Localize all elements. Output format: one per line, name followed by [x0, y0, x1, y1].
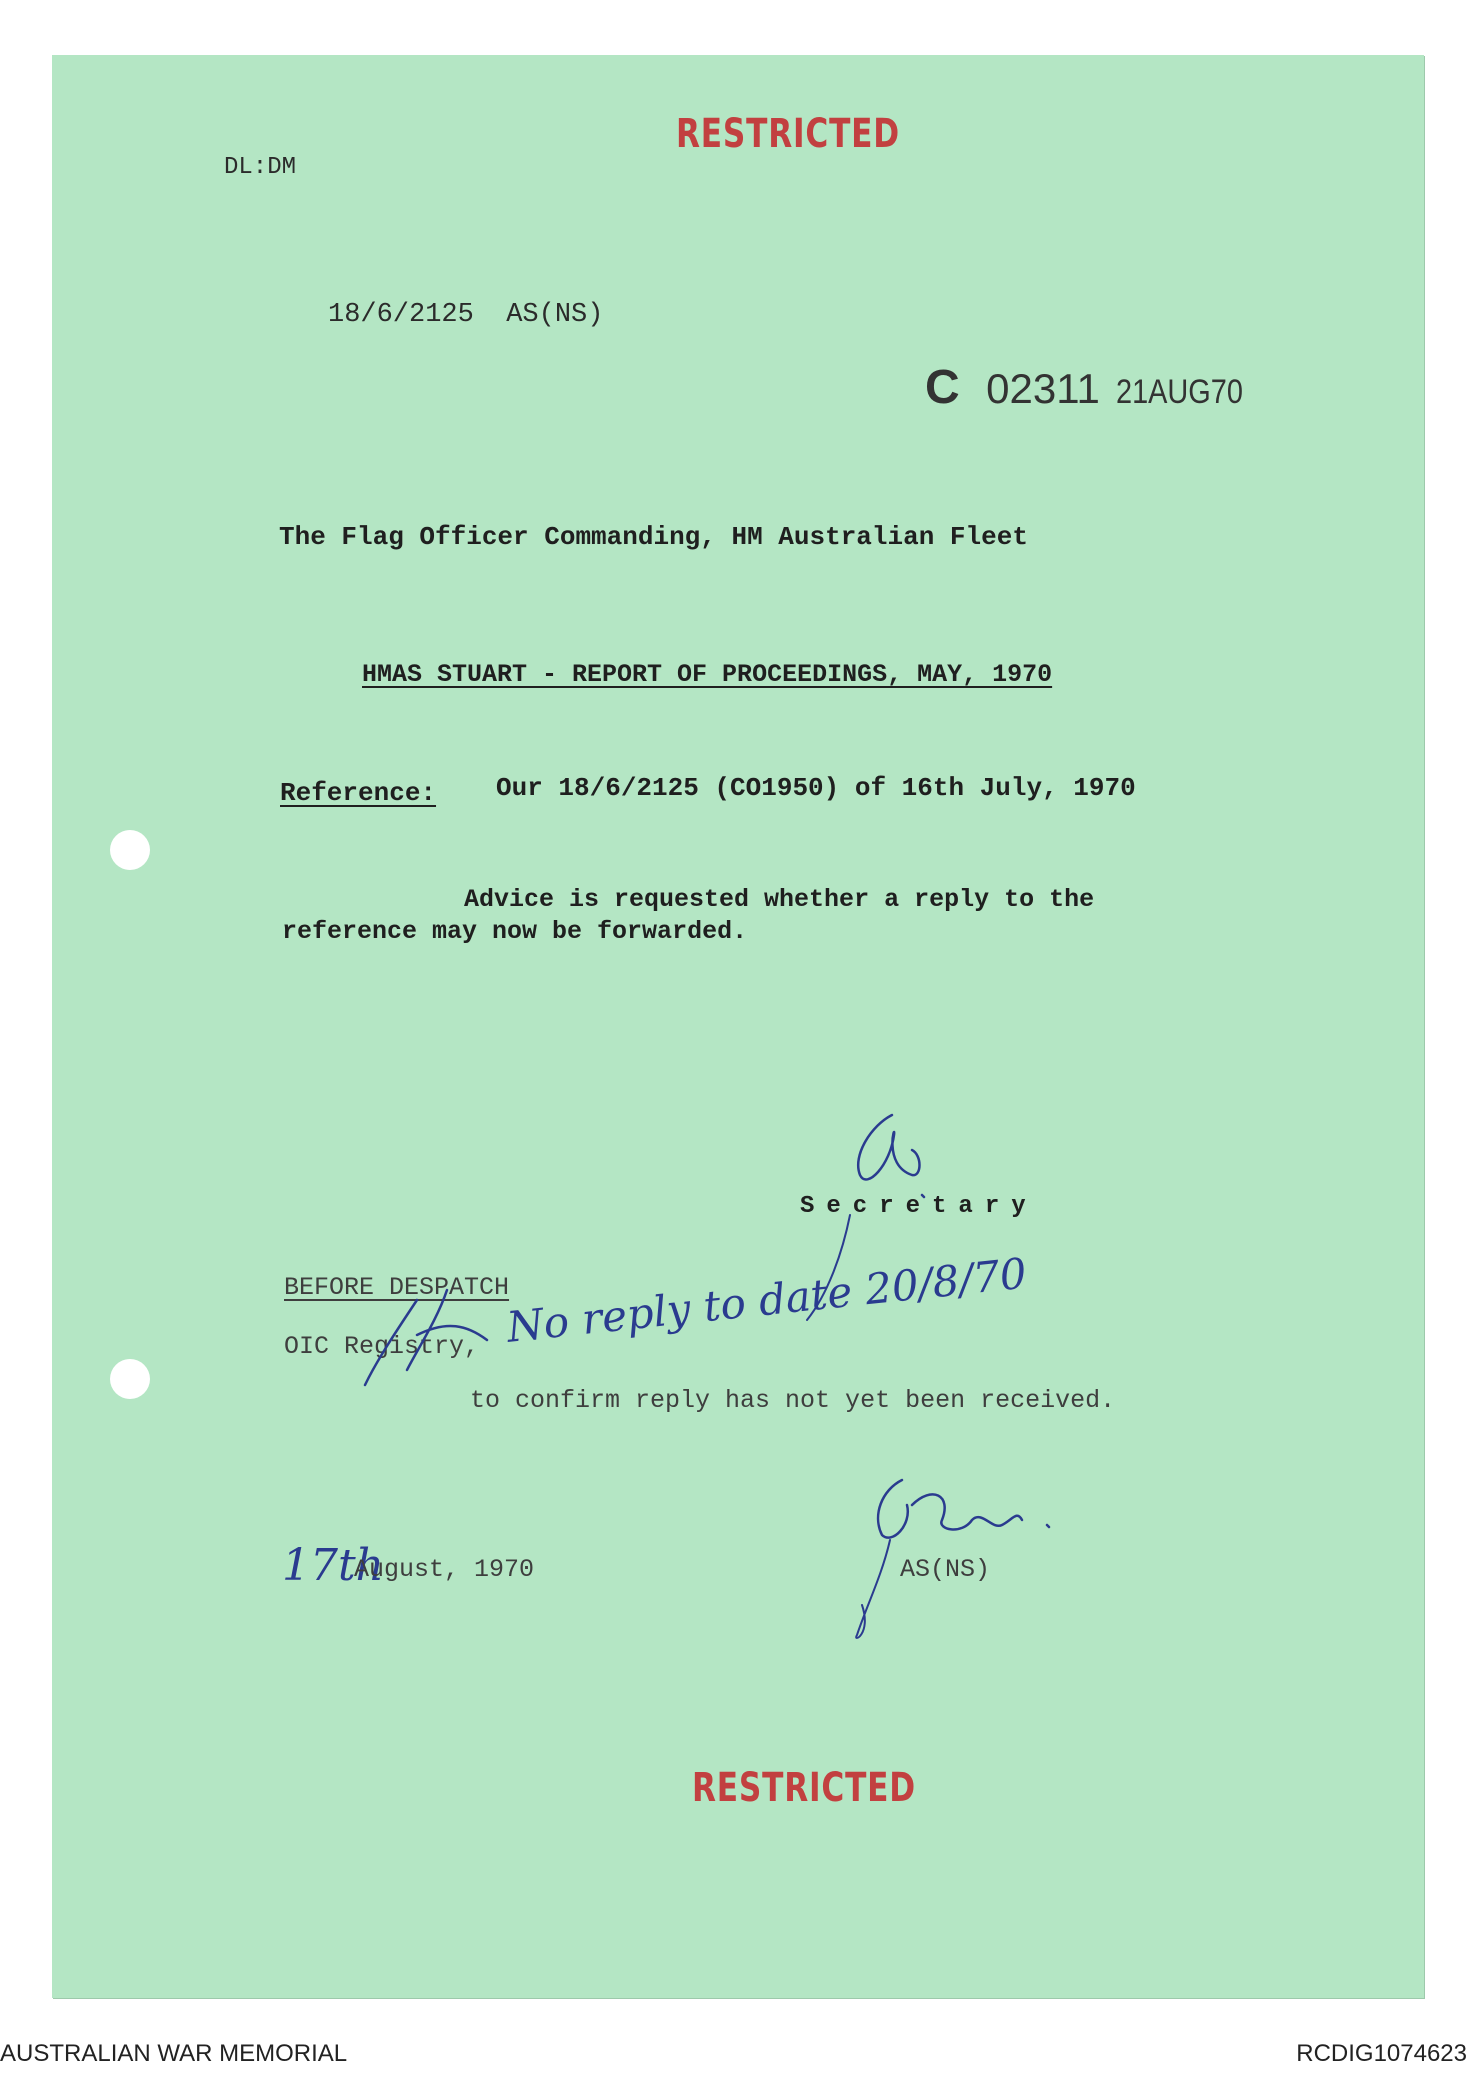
- punch-hole-lower: [110, 1359, 150, 1399]
- despatch-line-2: to confirm reply has not yet been received.: [470, 1386, 1116, 1415]
- typist-initials: DL:DM: [224, 154, 297, 181]
- secretary-title: Secretary: [800, 1193, 1038, 1220]
- reference-label: Reference:: [280, 778, 437, 808]
- body-line-1: Advice is requested whether a reply to the: [464, 885, 1095, 914]
- reference-text: Our 18/6/2125 (CO1950) of 16th July, 1970: [496, 773, 1136, 803]
- footer-institution: AUSTRALIAN WAR MEMORIAL: [0, 2040, 348, 2067]
- handwritten-strike: [357, 1280, 557, 1390]
- restricted-stamp-top: RESTRICTED: [676, 111, 900, 157]
- body-line-2: reference may now be forwarded.: [282, 917, 748, 946]
- registry-stamp: [925, 360, 1266, 415]
- registry-stamp-letter: C: [925, 361, 960, 414]
- addressee: The Flag Officer Commanding, HM Australian Fleet: [279, 522, 1028, 552]
- file-reference: 18/6/2125 AS(NS): [328, 300, 604, 330]
- despatch-line-1: OIC Registry,: [284, 1332, 480, 1361]
- closing-office: AS(NS): [900, 1555, 991, 1584]
- punch-hole-upper: [110, 830, 150, 870]
- handwritten-note: No reply to date 20/8/70: [504, 1248, 1029, 1352]
- despatch-heading: BEFORE DESPATCH: [284, 1273, 510, 1302]
- registry-stamp-date: 21AUG70: [1116, 373, 1244, 411]
- closing-date: August, 1970: [354, 1555, 535, 1584]
- document-sheet: [52, 55, 1424, 1998]
- restricted-stamp-bottom: RESTRICTED: [692, 1765, 916, 1811]
- subject-line: HMAS STUART - REPORT OF PROCEEDINGS, MAY, 1970: [362, 660, 1053, 689]
- footer-record-id: RCDIG1074623: [1296, 2040, 1467, 2067]
- registry-stamp-number: 02311: [986, 365, 1100, 412]
- handwritten-day: 17th: [282, 1540, 385, 1591]
